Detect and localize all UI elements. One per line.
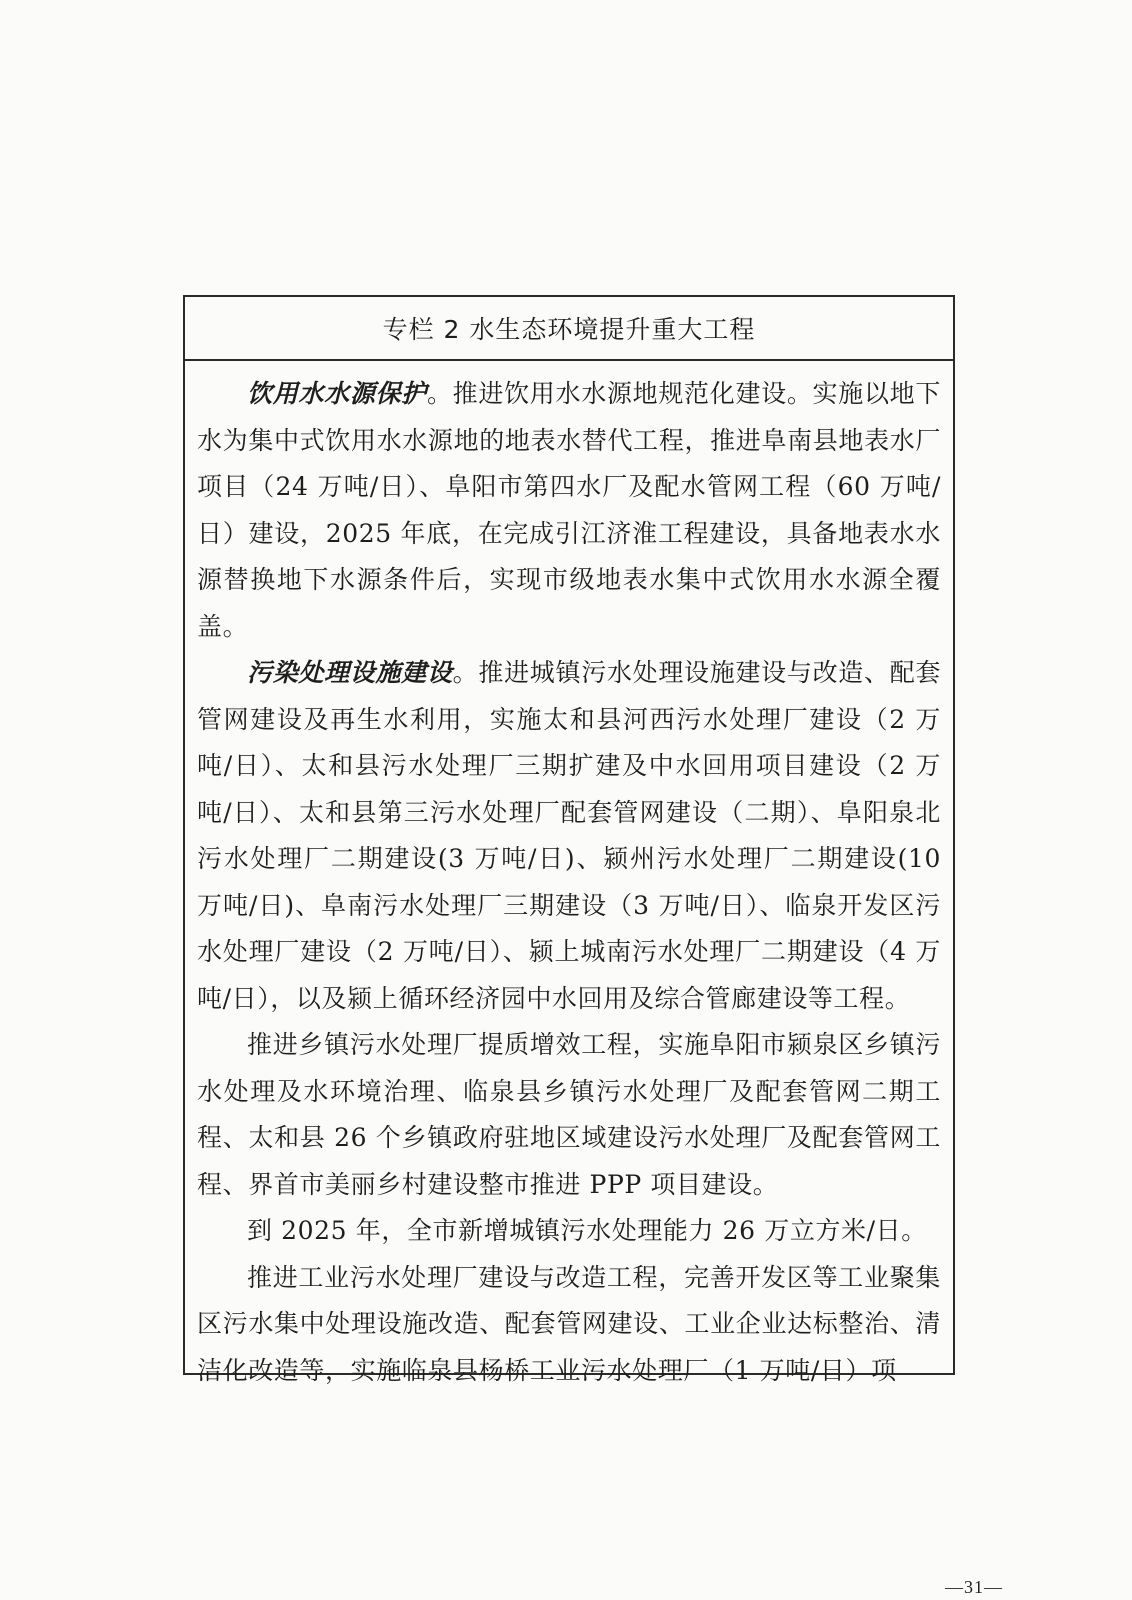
paragraph-drinking-water: [197, 371, 941, 650]
paragraph-text: 推进工业污水处理厂建设与改造工程，完善开发区等工业聚集区污水集中处理设施改造、配套管网建设、工业企业达标整治、清洁化改造等，实施临泉县杨桥工业污水处理厂（1 万吨/日）项: [197, 1262, 941, 1385]
paragraph-industrial-sewage: [197, 1255, 941, 1395]
column-title: 专栏 2 水生态环境提升重大工程: [185, 297, 953, 361]
paragraph-lead: 饮用水水源保护: [247, 379, 427, 408]
paragraph-text: 。推进饮用水水源地规范化建设。实施以地下水为集中式饮用水水源地的地表水替代工程，推进阜南县地表水厂项目（24 万吨/日）、阜阳市第四水厂及配水管网工程（60 万吨/日）建设，2025 年底，在完成引江济淮工程建设，具备地表水水源替换地下水源条件后，实现市级地表水集中式饮用水水源全覆盖。: [197, 379, 941, 641]
paragraph-2025-target: [197, 1208, 941, 1255]
page-number: —31—: [945, 1577, 1003, 1597]
paragraph-township-sewage: [197, 1022, 941, 1208]
paragraph-text: 到 2025 年，全市新增城镇污水处理能力 26 万立方米/日。: [247, 1216, 927, 1245]
column-body: [185, 361, 953, 1394]
paragraph-text: 推进乡镇污水处理厂提质增效工程，实施阜阳市颍泉区乡镇污水处理及水环境治理、临泉县乡镇污水处理厂及配套管网二期工程、太和县 26 个乡镇政府驻地区域建设污水处理厂及配套管网工程、界首市美丽乡村建设整市推进 PPP 项目建设。: [197, 1030, 941, 1199]
paragraph-lead: 污染处理设施建设: [247, 658, 453, 687]
paragraph-pollution-facilities: [197, 650, 941, 1022]
paragraph-text: 。推进城镇污水处理设施建设与改造、配套管网建设及再生水利用，实施太和县河西污水处理厂建设（2 万吨/日）、太和县污水处理厂三期扩建及中水回用项目建设（2 万吨/日）、太和县第三污水处理厂配套管网建设（二期）、阜阳泉北污水处理厂二期建设(3 万吨/日)、颍州污水处理厂二期建设(10 万吨/日)、阜南污水处理厂三期建设（3 万吨/日）、临泉开发区污水处理厂建设（2 万吨/日）、颍上城南污水处理厂二期建设（4 万吨/日），以及颍上循环经济园中水回用及综合管廊建设等工程。: [197, 658, 941, 1013]
feature-column-box: [183, 295, 955, 1385]
